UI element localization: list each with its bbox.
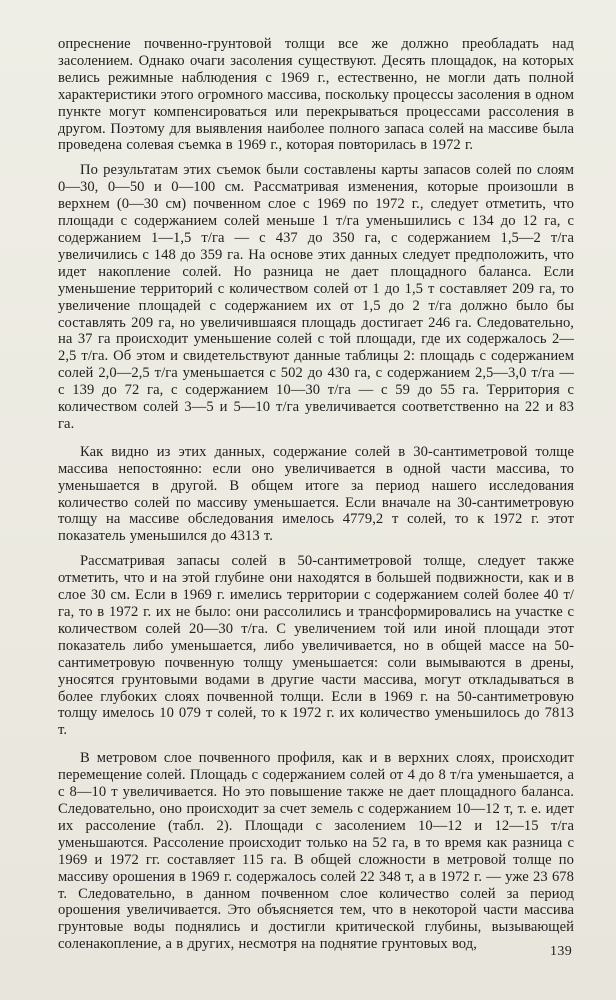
paragraph-1: опреснение почвенно-грунтовой толщи все же должно преобладать над засолением. Однако очаги засоления существуют. Десять площадок, на которых велись режимные наблюдения с 1969 г., естественно, не могли дать полной характеристики этого огромного массива, поскольку процессы засоления в одном пункте могут компенсироваться или перекрываться процессами рассоления в другом. Поэтому для выявления наиболее полного запаса солей на массиве была проведена солевая съемка в 1969 г., которая повторилась в 1972 г. [58, 36, 574, 154]
paragraph-5: В метровом слое почвенного профиля, как и в верхних слоях, происходит перемещение солей. Площадь с содержанием солей от 4 до 8 т/га уменьшается, а с 8—10 т увеличивается. Но это повышение также не дает площадного баланса. Следовательно, оно происходит за счет земель с содержанием 10—12 т, т. е. идет их рассоление (табл. 2). Площади с засолением 10—12 и 12—15 т/га уменьшаются. Рассоление происходит только на 52 га, в то время как разница с 1969 и 1972 гг. составляет 115 га. В общей сложности в метровой толще по массиву орошения в 1969 г. содержалось солей 22 348 т, а в 1972 г. — уже 23 678 т. Следовательно, в данном почвенном слое количество солей за период орошения увеличивается. Это объясняется тем, что в некоторой части массива грунтовые воды поднялись и достигли критической глубины, вызывающей соленакопление, а в других, несмотря на поднятие грунтовых вод, [58, 750, 574, 953]
paragraph-4: Рассматривая запасы солей в 50-сантиметровой толще, следует также отметить, что и на этой глубине они находятся в большей подвижности, как и в слое 30 см. Если в 1969 г. имелись территории с содержанием солей более 40 т/га, то в 1972 г. их не было: они рассолились и трансформировались на участке с количеством солей 20—30 т/га. С увеличением той или иной площади этот показатель либо уменьшается, либо увеличивается, но в общей массе на 50-сантиметровую почвенную толщу уменьшается: соли вымываются в дрены, уносятся грунтовыми водами в другие части массива, могут откладываться в более глубоких слоях почвенной толщи. Если в 1969 г. на 50-сантиметровую толщу имелось 10 079 т солей, то к 1972 г. их количество уменьшилось до 7813 т. [58, 553, 574, 739]
paragraph-2: По результатам этих съемок были составлены карты запасов солей по слоям 0—30, 0—50 и 0—100 см. Рассматривая изменения, которые произошли в верхнем (0—30 см) почвенном слое с 1969 по 1972 г., следует отметить, что площади с содержанием солей меньше 1 т/га уменьшились с 134 до 12 га, с содержанием 1—1,5 т/га — с 437 до 350 га, с содержанием 1,5—2 т/га увеличились с 148 до 359 га. На основе этих данных следует предположить, что идет накопление солей. Но разница не дает площадного баланса. Если уменьшение территорий с количеством солей от 1 до 1,5 т составляет 209 га, то увеличение площадей с содержанием их от 1,5 до 2 т/га должно было бы составлять 209 га, но увеличившаяся площадь достигает 246 га. Следовательно, на 37 га происходит уменьшение солей с той площади, где их содержалось 2—2,5 т/га. Об этом и свидетельствуют данные таблицы 2: площадь с содержанием солей 2,0—2,5 т/га уменьшается с 502 до 430 га, с содержанием 2,5—3,0 т/га — с 139 до 72 га, с содержанием 10—30 т/га — с 59 до 55 га. Территория с количеством солей 3—5 и 5—10 т/га увеличивается соответственно на 22 и 83 га. [58, 162, 574, 432]
paragraph-3: Как видно из этих данных, содержание солей в 30-сантиметровой толще массива непостоянно: если оно увеличивается в одной части массива, то уменьшается в другой. В общем итоге за период нашего исследования количество солей по массиву уменьшается. Если вначале на 30-сантиметровую толщу на массиве обследования имелось 4779,2 т солей, то к 1972 г. этот показатель уменьшился до 4313 т. [58, 443, 574, 545]
page-number: 139 [550, 944, 573, 959]
page-body [58, 36, 574, 953]
